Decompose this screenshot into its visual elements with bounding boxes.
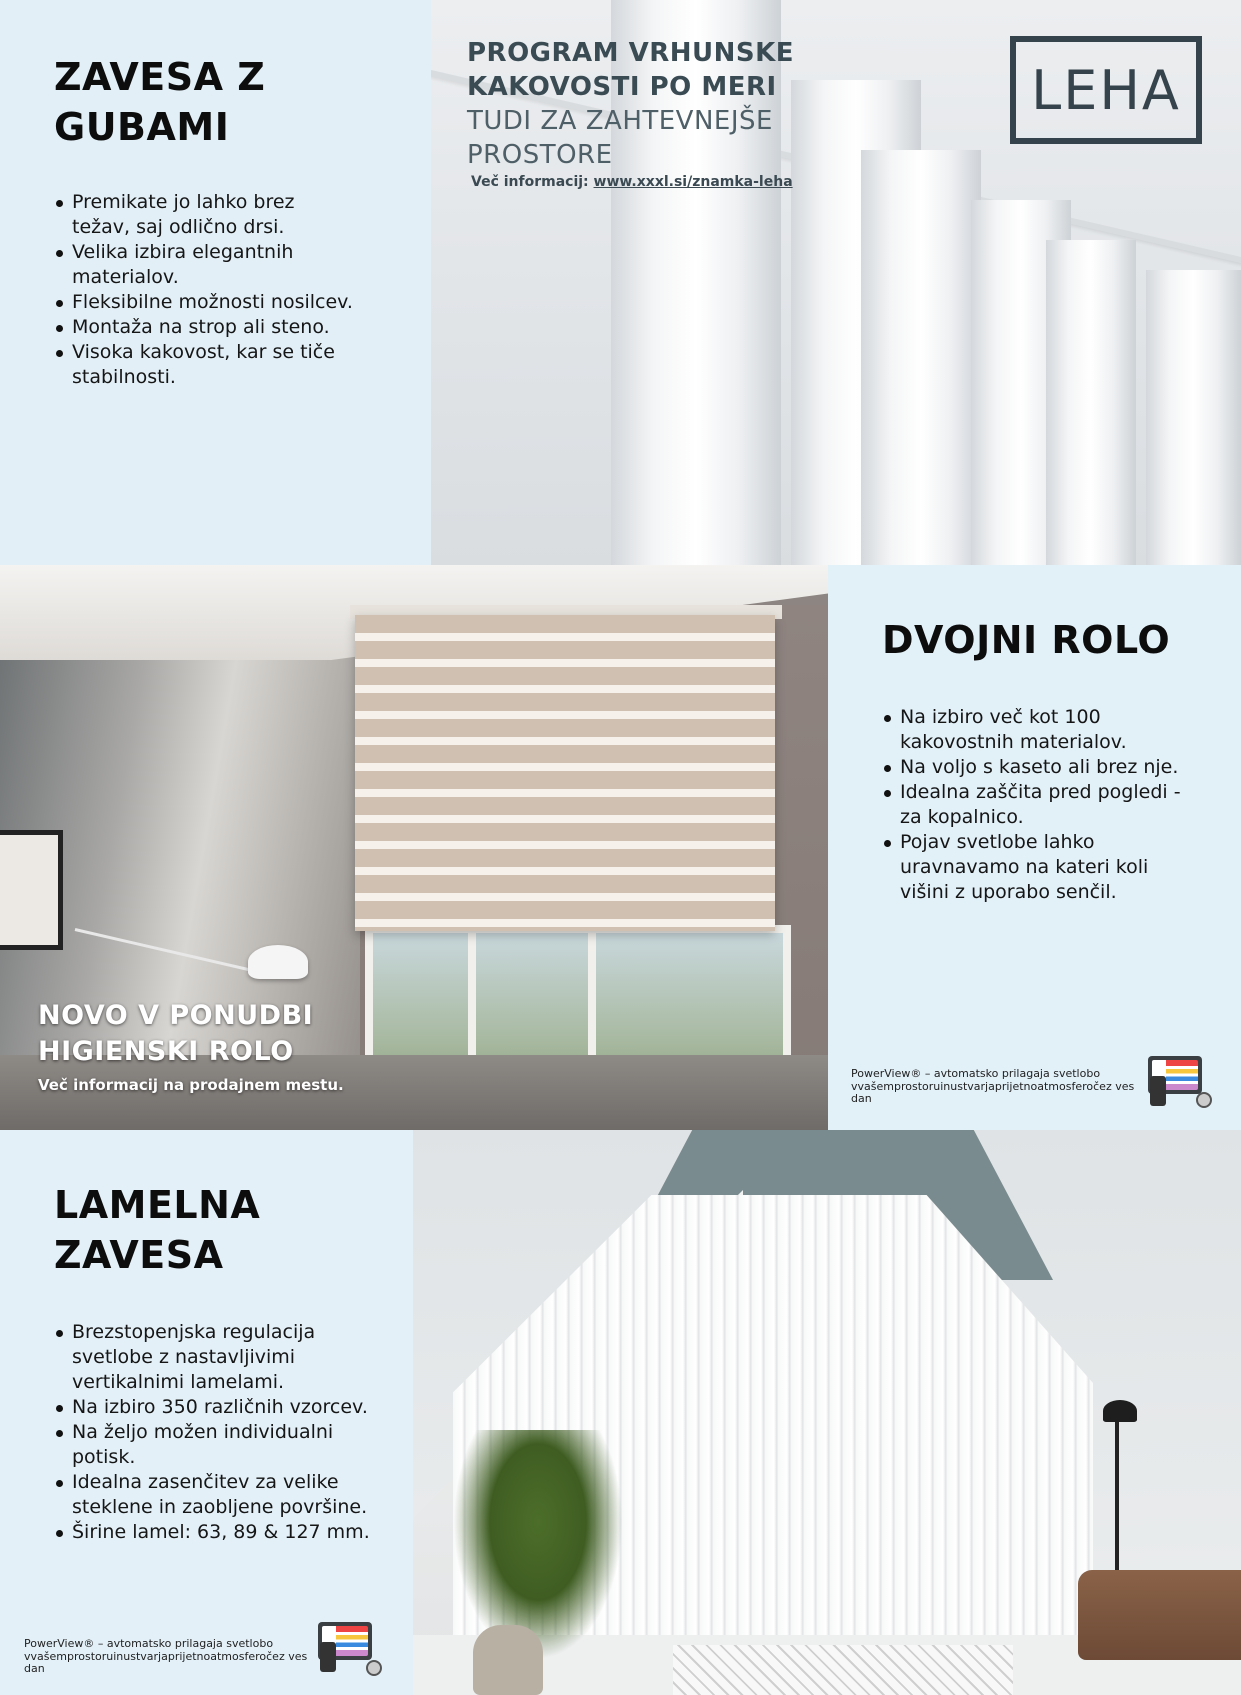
leha-logo bbox=[1010, 36, 1202, 144]
more-info-line bbox=[467, 174, 887, 190]
feature-item: Na izbiro 350 različnih vzorcev. bbox=[54, 1395, 384, 1420]
vertical-blind-heading bbox=[54, 1180, 260, 1280]
novo-title-line: HIGIENSKI ROLO bbox=[38, 1036, 294, 1067]
feature-item: Montaža na strop ali steno. bbox=[54, 315, 354, 340]
heading-line: ZAVESA Z bbox=[54, 55, 266, 99]
heading-line: LAMELNA bbox=[54, 1183, 261, 1227]
vertical-blind-features bbox=[54, 1320, 384, 1545]
feature-item: Na voljo s kaseto ali brez nje. bbox=[882, 755, 1192, 780]
double-roller-features bbox=[882, 705, 1192, 905]
remote-icon bbox=[1196, 1092, 1212, 1108]
feature-item: Idealna zasenčitev za velike steklene in zaobljene površine. bbox=[54, 1470, 384, 1520]
feature-item: Na izbiro več kot 100 kakovostnih materialov. bbox=[882, 705, 1192, 755]
promo-light-line: TUDI ZA ZAHTEVNEJŠE bbox=[467, 106, 773, 136]
feature-item: Premikate jo lahko brez težav, saj odlično drsi. bbox=[54, 190, 354, 240]
feature-item: Širine lamel: 63, 89 & 127 mm. bbox=[54, 1520, 384, 1545]
feature-item: Visoka kakovost, kar se tiče stabilnosti. bbox=[54, 340, 354, 390]
promo-bold-line: KAKOVOSTI PO MERI bbox=[467, 72, 777, 102]
promo-bold-line: PROGRAM VRHUNSKE bbox=[467, 38, 794, 68]
feature-item: Idealna zaščita pred pogledi - za kopalnico. bbox=[882, 780, 1192, 830]
heading-line: ZAVESA bbox=[54, 1233, 224, 1277]
feature-item: Na željo možen individualni potisk. bbox=[54, 1420, 384, 1470]
heading-line: GUBAMI bbox=[54, 105, 230, 149]
promo-light-line: PROSTORE bbox=[467, 140, 613, 170]
leha-logo-text: LEHA bbox=[1031, 58, 1181, 122]
wall-art-frame bbox=[0, 830, 63, 950]
novo-title-line: NOVO V PONUDBI bbox=[38, 1000, 314, 1031]
pleated-curtain-heading bbox=[54, 52, 265, 152]
feature-item: Velika izbira elegantnih materialov. bbox=[54, 240, 354, 290]
leha-brand-link[interactable]: www.xxxl.si/znamka-leha bbox=[593, 174, 793, 190]
powerview-note: PowerView® – avtomatsko prilagaja svetlobo vvašemprostoruinustvarjaprijetnoatmosferočez ves dan bbox=[24, 1637, 308, 1675]
leather-sofa bbox=[1078, 1570, 1241, 1660]
wall-lamp-icon bbox=[248, 945, 308, 979]
curtain-fold bbox=[1046, 240, 1136, 565]
feature-item: Fleksibilne možnosti nosilcev. bbox=[54, 290, 354, 315]
premium-program-promo bbox=[467, 36, 887, 190]
pleated-curtain-features bbox=[54, 190, 354, 390]
more-info-label: Več informacij: bbox=[471, 174, 589, 190]
double-roller-blind bbox=[355, 615, 775, 931]
feature-item: Brezstopenjska regulacija svetlobe z nastavljivimi vertikalnimi lamelami. bbox=[54, 1320, 384, 1395]
double-roller-heading: DVOJNI ROLO bbox=[882, 618, 1171, 662]
plant-pot bbox=[473, 1625, 543, 1695]
rug bbox=[673, 1645, 1013, 1695]
feature-item: Pojav svetlobe lahko uravnavamo na kateri koli višini z uporabo senčil. bbox=[882, 830, 1192, 905]
powerview-note: PowerView® – avtomatsko prilagaja svetlobo vvašemprostoruinustvarjaprijetnoatmosferočez ves dan bbox=[851, 1067, 1135, 1105]
phone-icon bbox=[320, 1642, 336, 1672]
vertical-blind-photo bbox=[413, 1130, 1241, 1695]
curtain-fold bbox=[861, 150, 981, 565]
new-hygienic-roller-promo bbox=[38, 998, 344, 1094]
phone-icon bbox=[1150, 1076, 1166, 1106]
floor-lamp-icon bbox=[1103, 1400, 1137, 1422]
remote-icon bbox=[366, 1660, 382, 1676]
curtain-fold bbox=[1146, 270, 1241, 565]
novo-subtitle: Več informacij na prodajnem mestu. bbox=[38, 1076, 344, 1094]
plant bbox=[453, 1430, 623, 1660]
